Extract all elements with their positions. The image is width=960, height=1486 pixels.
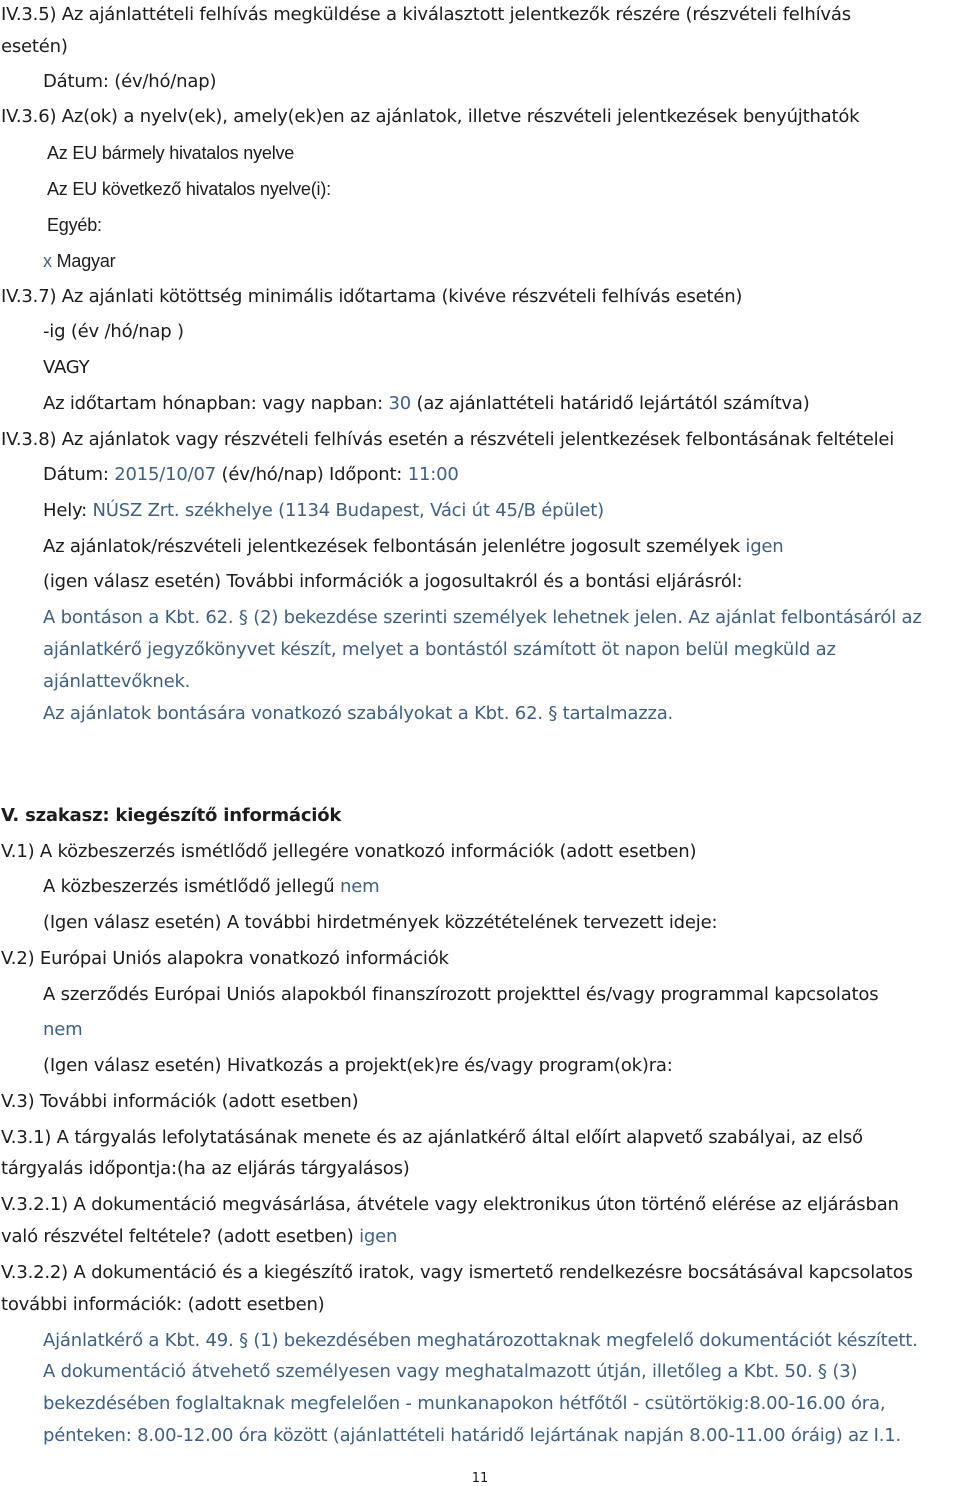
opening-date-value: 2015/10/07 bbox=[114, 464, 217, 485]
opening-time-value: 11:00 bbox=[407, 464, 459, 485]
section-v-1-heading: V.1) A közbeszerzés ismétlődő jellegére vonatkozó információk (adott esetben) bbox=[1, 841, 697, 862]
check-mark-icon: x bbox=[43, 251, 52, 271]
documentation-info-text-4: pénteken: 8.00-12.00 óra között (ajánlattételi határidő lejártának napján 8.00-11.00 óráig) az I.1. bbox=[43, 1425, 902, 1446]
opening-info-label: (igen válasz esetén) További információk a jogosultakról és a bontási eljárásról: bbox=[43, 571, 743, 592]
section-v-3-1-line-2: tárgyalás időpontja:(ha az eljárás tárgyalásos) bbox=[1, 1158, 410, 1179]
language-value: Magyar bbox=[56, 251, 116, 271]
recurring-value: nem bbox=[340, 876, 380, 897]
section-iv-3-8-heading: IV.3.8) Az ajánlatok vagy részvételi felhívás esetén a részvételi jelentkezések felbontásának feltételei bbox=[1, 429, 895, 450]
documentation-condition-value: igen bbox=[359, 1226, 398, 1247]
section-v-3-2-2-line-2: további információk: (adott esetben) bbox=[1, 1294, 325, 1315]
section-v-2-heading: V.2) Európai Uniós alapokra vonatkozó információk bbox=[1, 948, 449, 969]
duration-days-value: 30 bbox=[388, 393, 412, 414]
opening-info-text-1: A bontáson a Kbt. 62. § (2) bekezdése szerinti személyek lehetnek jelen. Az ajánlat felbontásáról az bbox=[43, 607, 922, 628]
section-v-3-2-1-line-2: való részvétel feltétele? (adott esetben) igen bbox=[1, 1226, 398, 1247]
section-v-title: V. szakasz: kiegészítő információk bbox=[1, 805, 342, 826]
opening-place-value: NÚSZ Zrt. székhelye (1134 Budapest, Váci út 45/B épület) bbox=[92, 500, 604, 521]
section-v-3-2-2-line-1: V.3.2.2) A dokumentáció és a kiegészítő iratok, vagy ismertető rendelkezésre bocsátásával kapcsolatos bbox=[1, 1262, 913, 1283]
section-v-3-1-line-1: V.3.1) A tárgyalás lefolytatásának menete és az ajánlatkérő által előírt alapvető szabályai, az első bbox=[1, 1127, 863, 1148]
opening-date-line: Dátum: 2015/10/07 (év/hó/nap) Időpont: 11:00 bbox=[43, 464, 459, 485]
section-v-3-heading: V.3) További információk (adott esetben) bbox=[1, 1091, 359, 1112]
opening-place-line: Hely: NÚSZ Zrt. székhelye (1134 Budapest, Váci út 45/B épület) bbox=[43, 500, 604, 521]
persons-present-line: Az ajánlatok/részvételi jelentkezések felbontásán jelenlétre jogosult személyek igen bbox=[43, 536, 784, 557]
section-iv-3-5-heading: IV.3.5) Az ajánlattételi felhívás megküldése a kiválasztott jelentkezők részére (részvételi felhívás bbox=[1, 4, 851, 25]
documentation-info-text-1: Ajánlatkérő a Kbt. 49. § (1) bekezdésében meghatározottaknak megfelelő dokumentációt készített. bbox=[43, 1330, 918, 1351]
language-option-other: Egyéb: bbox=[47, 215, 102, 235]
opening-info-text-2: ajánlatkérő jegyzőkönyvet készít, melyet a bontástól számított öt napon belül megküld az bbox=[43, 639, 836, 660]
persons-present-value: igen bbox=[745, 536, 784, 557]
binding-date-field: -ig (év /hó/nap ) bbox=[43, 321, 184, 342]
language-option-specific-eu: Az EU következő hivatalos nyelve(i): bbox=[47, 179, 331, 199]
binding-duration-line: Az időtartam hónapban: vagy napban: 30 (az ajánlattételi határidő lejártától számítva) bbox=[43, 393, 810, 414]
documentation-info-text-3: bekezdésében foglaltaknak megfelelően - munkanapokon hétfőtől - csütörtökig:8.00-16.00 óra, bbox=[43, 1393, 886, 1414]
eu-funds-line: A szerződés Európai Uniós alapokból finanszírozott projekttel és/vagy programmal kapcsolatos bbox=[43, 984, 879, 1005]
section-iv-3-7-heading: IV.3.7) Az ajánlati kötöttség minimális időtartama (kivéve részvételi felhívás esetén) bbox=[1, 286, 743, 307]
recurring-line: A közbeszerzés ismétlődő jellegű nem bbox=[43, 876, 380, 897]
opening-info-text-3: ajánlattevőknek. bbox=[43, 671, 191, 692]
eu-project-ref-line: (Igen válasz esetén) Hivatkozás a projekt(ek)re és/vagy program(ok)ra: bbox=[43, 1055, 673, 1076]
documentation-info-text-2: A dokumentáció átvehető személyesen vagy meghatalmazott útján, illetőleg a Kbt. 50. § (3) bbox=[43, 1361, 858, 1382]
language-selected bbox=[43, 250, 115, 272]
section-v-3-2-1-line-1: V.3.2.1) A dokumentáció megvásárlása, átvétele vagy elektronikus úton történő elérése az eljárásban bbox=[1, 1194, 899, 1215]
section-iv-3-6-heading: IV.3.6) Az(ok) a nyelv(ek), amely(ek)en az ajánlatok, illetve részvételi jelentkezések benyújthatók bbox=[1, 106, 860, 127]
further-notices-line: (Igen válasz esetén) A további hirdetmények közzétételének tervezett ideje: bbox=[43, 912, 718, 933]
language-option-any-eu: Az EU bármely hivatalos nyelve bbox=[47, 143, 295, 163]
section-iv-3-5-heading-cont: esetén) bbox=[1, 36, 68, 57]
opening-info-text-4: Az ajánlatok bontására vonatkozó szabályokat a Kbt. 62. § tartalmazza. bbox=[43, 703, 674, 724]
eu-funds-value: nem bbox=[43, 1019, 83, 1040]
dispatch-date-field: Dátum: (év/hó/nap) bbox=[43, 71, 217, 92]
or-separator: VAGY bbox=[43, 357, 90, 378]
page-number: 11 bbox=[471, 1471, 489, 1486]
